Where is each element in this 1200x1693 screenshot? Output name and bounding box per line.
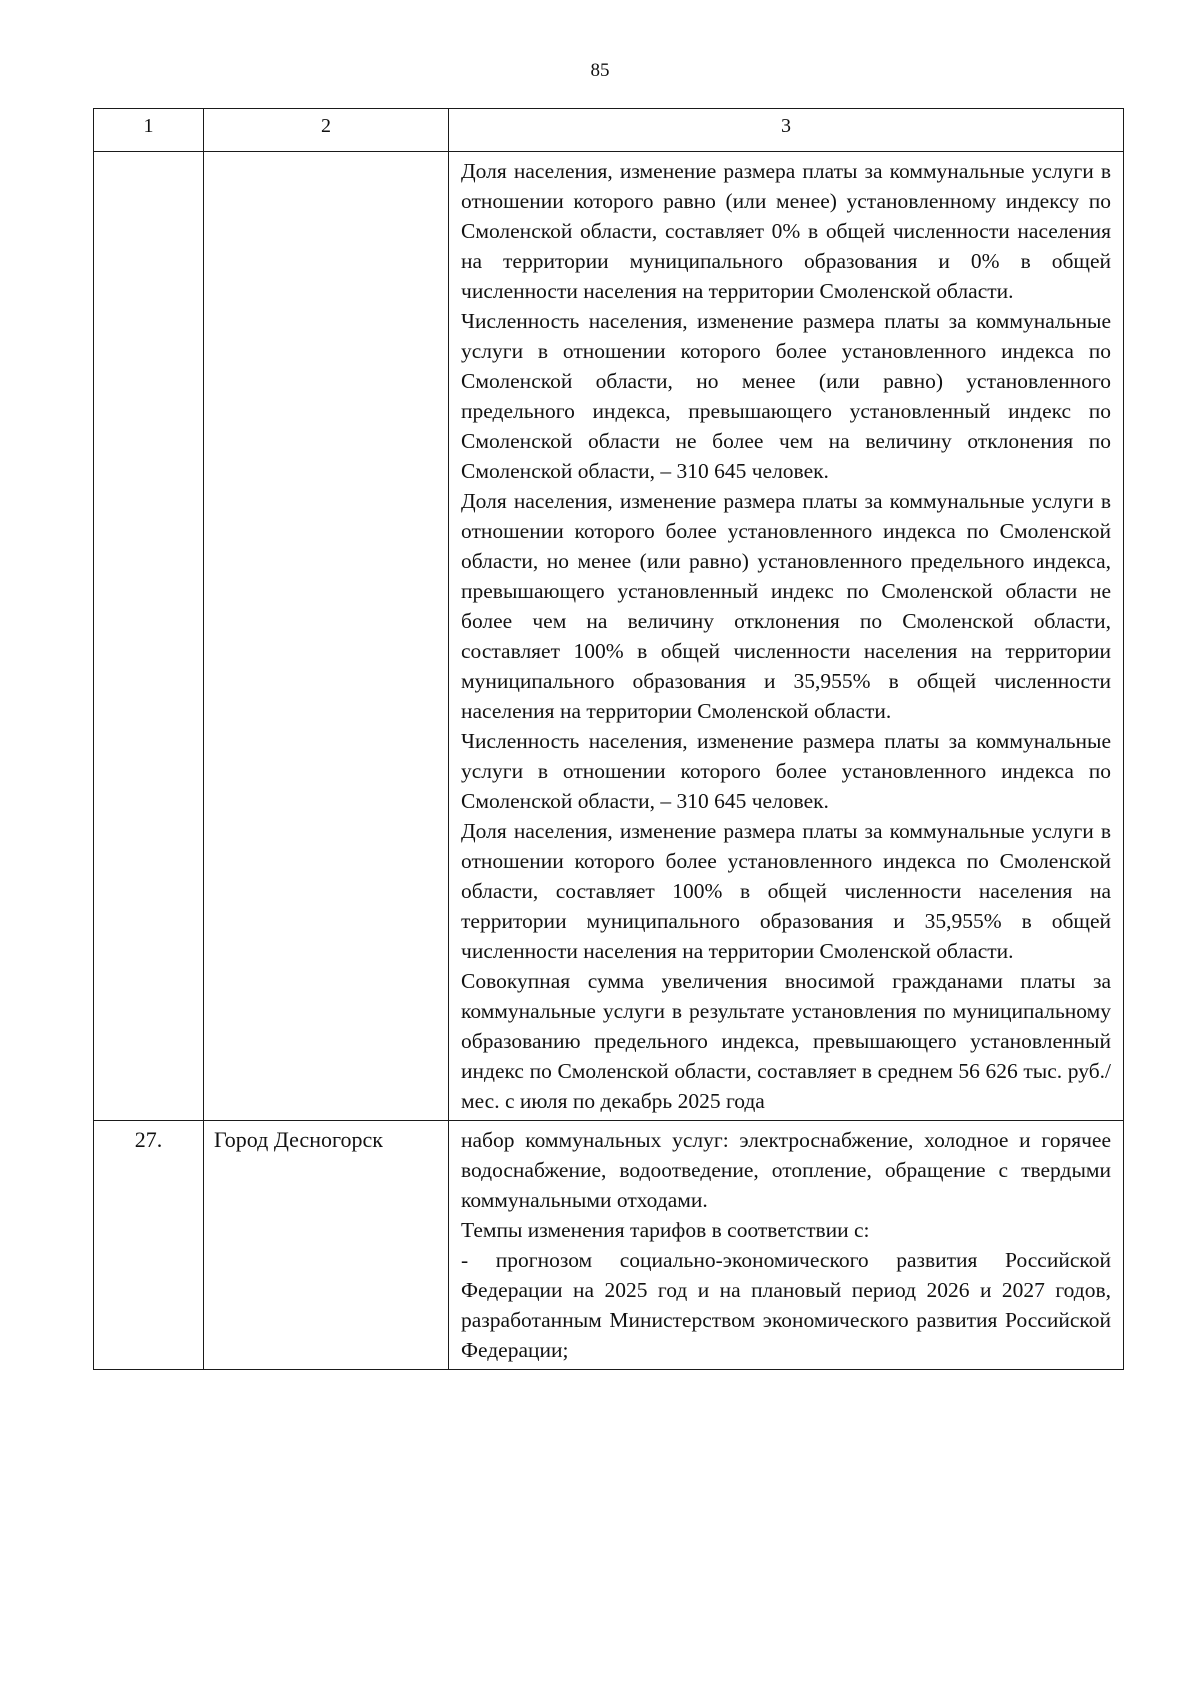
row-number — [94, 152, 204, 1121]
column-header-3: 3 — [449, 109, 1124, 152]
table-row — [94, 1121, 1124, 1370]
paragraph: Доля населения, изменение размера платы за коммунальные услуги в отношении которого более установленного индекса по Смоленской области, составляет 100% в общей численности населения на территории муниципального образования и 35,955% в общей численности населения на территории Смоленской области. — [461, 819, 1111, 963]
page-number: 85 — [590, 60, 610, 81]
paragraph: набор коммунальных услуг: электроснабжение, холодное и горячее водоснабжение, водоотведение, отопление, обращение с твердыми коммунальными отходами. — [461, 1128, 1111, 1212]
paragraph: Доля населения, изменение размера платы за коммунальные услуги в отношении которого более установленного индекса по Смоленской области, но менее (или равно) установленного предельного индекса, превышающего установленный индекс по Смоленской области не более чем на величину отклонения по Смоленской области, составляет 100% в общей численности населения на территории муниципального образования и 35,955% в общей численности населения на территории Смоленской области. — [461, 489, 1111, 723]
row-description — [449, 1121, 1124, 1370]
municipality-name: Город Десногорск — [204, 1121, 449, 1370]
paragraph: Совокупная сумма увеличения вносимой гражданами платы за коммунальные услуги в результате установления по муниципальному образованию предельного индекса, превышающего установленный индекс по Смоленской области, составляет в среднем 56 626 тыс. руб./мес. с июля по декабрь 2025 года — [461, 969, 1111, 1113]
column-header-1: 1 — [94, 109, 204, 152]
row-number: 27. — [94, 1121, 204, 1370]
paragraph: Темпы изменения тарифов в соответствии с: — [461, 1218, 870, 1242]
paragraph: Численность населения, изменение размера платы за коммунальные услуги в отношении которого более установленного индекса по Смоленской области, но менее (или равно) установленного предельного индекса, превышающего установленный индекс по Смоленской области не более чем на величину отклонения по Смоленской области, – 310 645 человек. — [461, 309, 1111, 483]
table-header-row — [94, 109, 1124, 152]
row-description — [449, 152, 1124, 1121]
document-table — [93, 108, 1124, 1370]
municipality-name — [204, 152, 449, 1121]
paragraph: - прогнозом социально-экономического развития Российской Федерации на 2025 год и на плановый период 2026 и 2027 годов, разработанным Министерством экономического развития Российской Федерации; — [461, 1248, 1111, 1362]
column-header-2: 2 — [204, 109, 449, 152]
paragraph: Доля населения, изменение размера платы за коммунальные услуги в отношении которого равно (или менее) установленному индексу по Смоленской области, составляет 0% в общей численности населения на территории муниципального образования и 0% в общей численности населения на территории Смоленской области. — [461, 159, 1111, 303]
paragraph: Численность населения, изменение размера платы за коммунальные услуги в отношении которого более установленного индекса по Смоленской области, – 310 645 человек. — [461, 729, 1111, 813]
table-row — [94, 152, 1124, 1121]
